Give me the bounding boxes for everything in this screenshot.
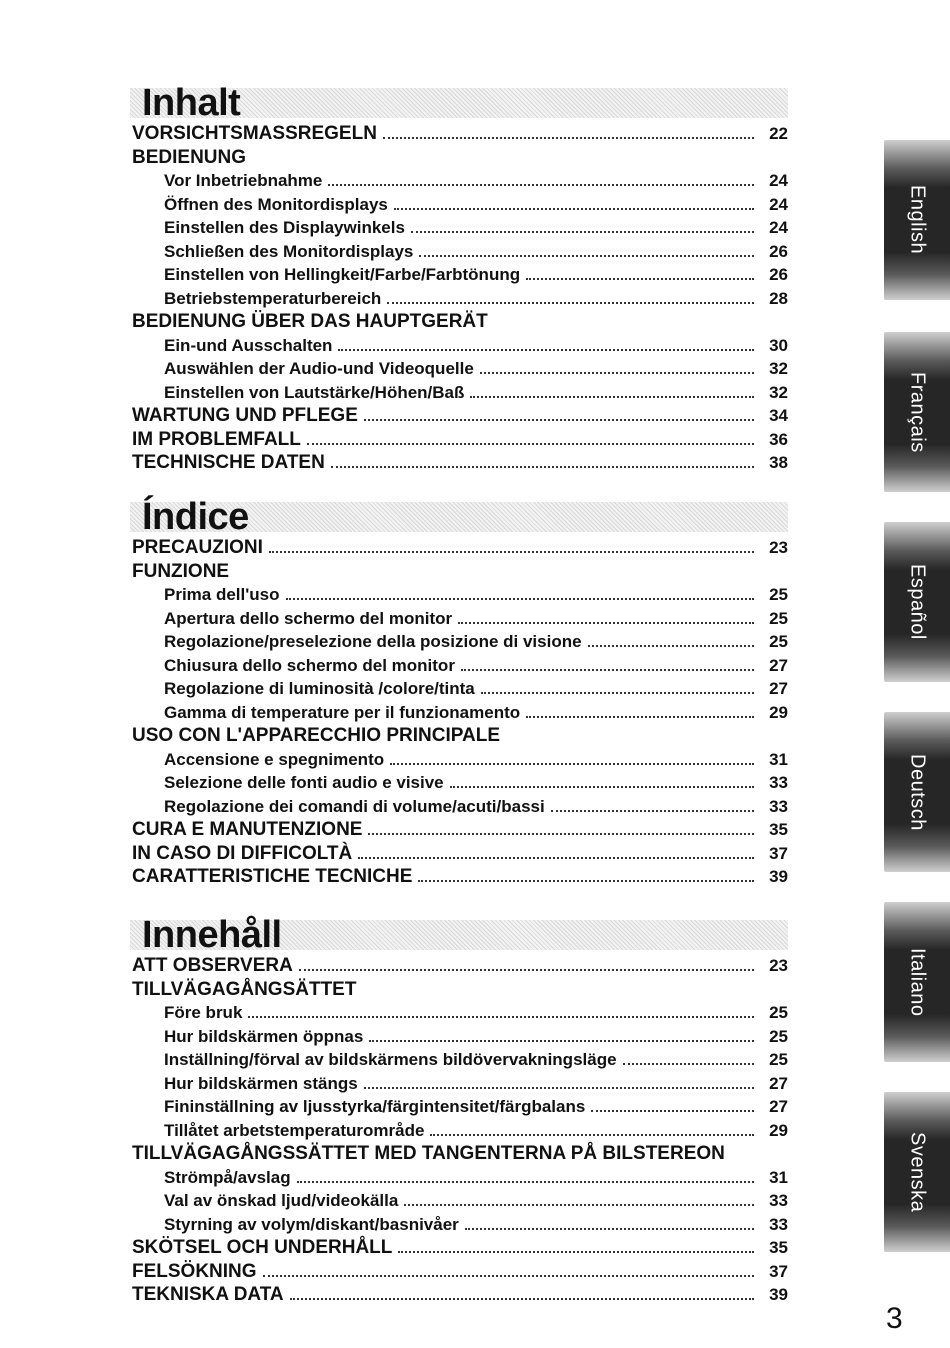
toc-section-inhalt (128, 70, 788, 475)
toc-entry-text: TECHNISCHE DATEN (132, 452, 325, 473)
toc-heading (128, 122, 788, 146)
dot-leader (383, 137, 754, 139)
toc-entry-text: FELSÖKNING (132, 1260, 257, 1282)
toc-entry-text: Auswählen der Audio-und Videoquelle (164, 359, 474, 378)
toc-page-number: 29 (769, 702, 788, 722)
toc-entry-text: TEKNISKA DATA (132, 1284, 284, 1305)
toc-entry-text: PRECAUZIONI (132, 537, 263, 558)
toc-entry-text: Hur bildskärmen öppnas (164, 1026, 364, 1046)
toc-entry (128, 1213, 788, 1237)
toc-page-number: 27 (769, 655, 788, 675)
toc-page-number: 29 (769, 1120, 788, 1140)
toc-list (128, 954, 788, 1307)
toc-entry-text: Hur bildskärmen stängs (164, 1073, 358, 1093)
toc-entry-text: Prima dell'uso (164, 585, 280, 604)
toc-page-number: 25 (769, 1026, 788, 1046)
toc-heading (128, 560, 788, 584)
toc-entry (128, 771, 788, 795)
toc-page-number: 39 (769, 1285, 788, 1304)
dot-leader (404, 1204, 754, 1206)
toc-entry-text: Fininställning av ljusstyrka/färgintensitet/färgbalans (164, 1097, 586, 1116)
toc-page-number: 36 (769, 429, 788, 449)
toc-entry (128, 357, 788, 381)
dot-leader (526, 278, 754, 280)
toc-section-indice (128, 484, 788, 889)
section-header (128, 902, 788, 954)
toc-page-number: 25 (769, 585, 788, 604)
tab-label: Français (906, 371, 929, 453)
tab-label: Español (906, 564, 929, 640)
dot-leader (299, 969, 754, 971)
toc-entry (128, 216, 788, 240)
toc-entry-text: Einstellen von Lautstärke/Höhen/Baß (164, 382, 465, 402)
dot-leader (364, 1087, 754, 1089)
toc-entry (128, 583, 788, 607)
tab-label: Svenska (906, 1131, 929, 1213)
toc-entry-text: Apertura dello schermo del monitor (164, 608, 453, 628)
toc-entry-text: IN CASO DI DIFFICOLTÀ (132, 842, 353, 864)
toc-entry-text: Gamma di temperature per il funzionamento (164, 702, 521, 722)
toc-page-number: 39 (769, 867, 788, 886)
toc-entry (128, 193, 788, 217)
tab-italiano[interactable] (884, 902, 950, 1062)
toc-entry (128, 1048, 788, 1072)
toc-entry-text: Ein-und Ausschalten (164, 335, 333, 355)
dot-leader (358, 857, 754, 859)
toc-heading (128, 978, 788, 1002)
toc-entry-text: TILLVÄGAGÅNGSÄTTET (132, 978, 357, 1000)
toc-page-number: 31 (769, 1167, 788, 1187)
toc-entry-text: CURA E MANUTENZIONE (132, 819, 363, 840)
section-title: Índice (142, 496, 249, 538)
toc-entry (128, 1095, 788, 1119)
dot-leader (394, 208, 754, 210)
toc-entry (128, 169, 788, 193)
dot-leader (526, 716, 754, 718)
tab-francais[interactable] (884, 332, 950, 492)
toc-entry (128, 677, 788, 701)
toc-entry-text: SKÖTSEL OCH UNDERHÅLL (132, 1237, 393, 1258)
toc-page-number: 33 (769, 773, 788, 792)
toc-entry (128, 1025, 788, 1049)
toc-heading (128, 146, 788, 170)
toc-page-number: 35 (769, 820, 788, 839)
dot-leader (263, 1275, 754, 1277)
toc-page-number: 30 (769, 335, 788, 355)
dot-leader (461, 669, 754, 671)
toc-entry (128, 334, 788, 358)
tab-label: English (906, 185, 929, 255)
toc-entry-text: USO CON L'APPARECCHIO PRINCIPALE (132, 725, 501, 746)
toc-page-number: 25 (769, 608, 788, 628)
toc-entry (128, 1189, 788, 1213)
dot-leader (623, 1063, 754, 1065)
tab-label: Deutsch (906, 753, 929, 831)
dot-leader (331, 466, 754, 468)
dot-leader (297, 1181, 754, 1183)
toc-entry-text: Val av önskad ljud/videokälla (164, 1191, 399, 1210)
dot-leader (269, 551, 754, 553)
toc-entry-text: Selezione delle fonti audio e visive (164, 773, 444, 792)
dot-leader (430, 1134, 754, 1136)
toc-list (128, 536, 788, 889)
toc-heading (128, 1236, 788, 1260)
toc-heading (128, 1260, 788, 1284)
toc-entry (128, 607, 788, 631)
toc-entry (128, 795, 788, 819)
dot-leader (411, 231, 754, 233)
section-header (128, 484, 788, 536)
dot-leader (480, 372, 754, 374)
dot-leader (419, 255, 754, 257)
dot-leader (368, 833, 754, 835)
toc-page-number: 22 (769, 124, 788, 143)
toc-page-number: 26 (769, 241, 788, 261)
toc-entry-text: VORSICHTSMASSREGELN (132, 123, 377, 144)
toc-page-number: 34 (769, 406, 788, 425)
dot-leader (470, 396, 754, 398)
toc-heading (128, 404, 788, 428)
dot-leader (248, 1016, 754, 1018)
toc-page-number: 24 (769, 194, 788, 214)
tab-espanol[interactable] (884, 522, 950, 682)
toc-page-number: 32 (769, 359, 788, 378)
section-header (128, 70, 788, 122)
toc-entry-text: Schließen des Monitordisplays (164, 241, 414, 261)
toc-entry (128, 748, 788, 772)
toc-entry-text: BEDIENUNG ÜBER DAS HAUPTGERÄT (132, 311, 488, 332)
toc-entry (128, 381, 788, 405)
toc-section-innehall (128, 902, 788, 1307)
toc-page-number: 27 (769, 1073, 788, 1093)
toc-entry-text: Styrning av volym/diskant/basnivåer (164, 1214, 459, 1234)
tab-deutsch[interactable] (884, 712, 950, 872)
toc-entry-text: FUNZIONE (132, 560, 230, 582)
toc-page-number: 27 (769, 1097, 788, 1116)
toc-heading (128, 724, 788, 748)
toc-entry-text: Inställning/förval av bildskärmens bildövervakningsläge (164, 1050, 617, 1069)
toc-entry-text: Regolazione/preselezione della posizione di visione (164, 632, 582, 651)
toc-page-number: 24 (769, 171, 788, 190)
toc-heading (128, 310, 788, 334)
toc-page-number: 31 (769, 749, 788, 769)
toc-page-number: 25 (769, 632, 788, 651)
toc-entry (128, 654, 788, 678)
toc-entry-text: Chiusura dello schermo del monitor (164, 655, 455, 675)
tab-english[interactable] (884, 140, 950, 300)
toc-entry-text: Regolazione dei comandi di volume/acuti/bassi (164, 796, 545, 816)
dot-leader (390, 763, 754, 765)
toc-entry (128, 263, 788, 287)
toc-page-number: 37 (769, 843, 788, 863)
toc-entry (128, 701, 788, 725)
dot-leader (551, 810, 754, 812)
toc-entry (128, 1072, 788, 1096)
toc-page-number: 27 (769, 679, 788, 698)
toc-page-number: 37 (769, 1261, 788, 1281)
toc-entry-text: Betriebstemperaturbereich (164, 288, 382, 308)
dot-leader (286, 598, 754, 600)
section-title: Innehåll (142, 914, 282, 956)
toc-entry-text: Accensione e spegnimento (164, 749, 385, 769)
toc-entry-text: Einstellen des Displaywinkels (164, 218, 405, 237)
toc-heading (128, 1283, 788, 1307)
dot-leader (398, 1251, 754, 1253)
dot-leader (369, 1040, 754, 1042)
dot-leader (328, 184, 754, 186)
toc-page-number: 25 (769, 1003, 788, 1022)
toc-page-number: 24 (769, 218, 788, 237)
toc-entry (128, 240, 788, 264)
toc-page-number: 28 (769, 288, 788, 308)
toc-page-number: 23 (769, 956, 788, 975)
dot-leader (481, 692, 754, 694)
toc-entry-text: CARATTERISTICHE TECNICHE (132, 866, 413, 887)
dot-leader (418, 880, 754, 882)
toc-entry-text: WARTUNG UND PFLEGE (132, 405, 358, 426)
toc-entry (128, 1166, 788, 1190)
toc-entry-text: IM PROBLEMFALL (132, 428, 301, 450)
tab-svenska[interactable] (884, 1092, 950, 1252)
toc-heading (128, 865, 788, 889)
toc-entry-text: TILLVÄGAGÅNGSSÄTTET MED TANGENTERNA PÅ BILSTEREON (132, 1143, 725, 1164)
toc-entry-text: Före bruk (164, 1003, 243, 1022)
language-tabs (880, 0, 950, 1348)
toc-entry-text: Öffnen des Monitordisplays (164, 194, 388, 214)
toc-entry-text: Tillåtet arbetstemperaturområde (164, 1120, 425, 1140)
toc-entry (128, 630, 788, 654)
toc-entry (128, 1119, 788, 1143)
toc-entry (128, 287, 788, 311)
dot-leader (465, 1228, 754, 1230)
dot-leader (387, 302, 754, 304)
dot-leader (458, 622, 754, 624)
page-number: 3 (886, 1302, 903, 1335)
section-title: Inhalt (142, 82, 241, 124)
toc-entry (128, 1001, 788, 1025)
toc-heading (128, 954, 788, 978)
toc-page-number: 32 (769, 382, 788, 402)
toc-page-number: 33 (769, 1214, 788, 1234)
dot-leader (338, 349, 754, 351)
toc-entry-text: Einstellen von Hellingkeit/Farbe/Farbtönung (164, 265, 521, 284)
toc-heading (128, 451, 788, 475)
tab-label: Italiano (906, 947, 929, 1017)
toc-page-number: 25 (769, 1050, 788, 1069)
toc-page-number: 23 (769, 538, 788, 557)
toc-page-number: 33 (769, 1191, 788, 1210)
dot-leader (290, 1298, 754, 1300)
toc-entry-text: Regolazione di luminosità /colore/tinta (164, 679, 475, 698)
toc-heading (128, 1142, 788, 1166)
toc-heading (128, 536, 788, 560)
toc-entry-text: Vor Inbetriebnahme (164, 171, 323, 190)
dot-leader (450, 786, 754, 788)
toc-page-number: 26 (769, 265, 788, 284)
toc-page-number: 33 (769, 796, 788, 816)
toc-heading (128, 428, 788, 452)
toc-entry-text: Strömpå/avslag (164, 1167, 291, 1187)
toc-heading (128, 818, 788, 842)
toc-heading (128, 842, 788, 866)
dot-leader (307, 443, 754, 445)
toc-page-number: 35 (769, 1238, 788, 1257)
dot-leader (364, 419, 754, 421)
dot-leader (588, 645, 754, 647)
toc-page-number: 38 (769, 453, 788, 472)
toc-entry-text: ATT OBSERVERA (132, 955, 293, 976)
toc-list (128, 122, 788, 475)
dot-leader (591, 1110, 754, 1112)
toc-entry-text: BEDIENUNG (132, 146, 247, 168)
